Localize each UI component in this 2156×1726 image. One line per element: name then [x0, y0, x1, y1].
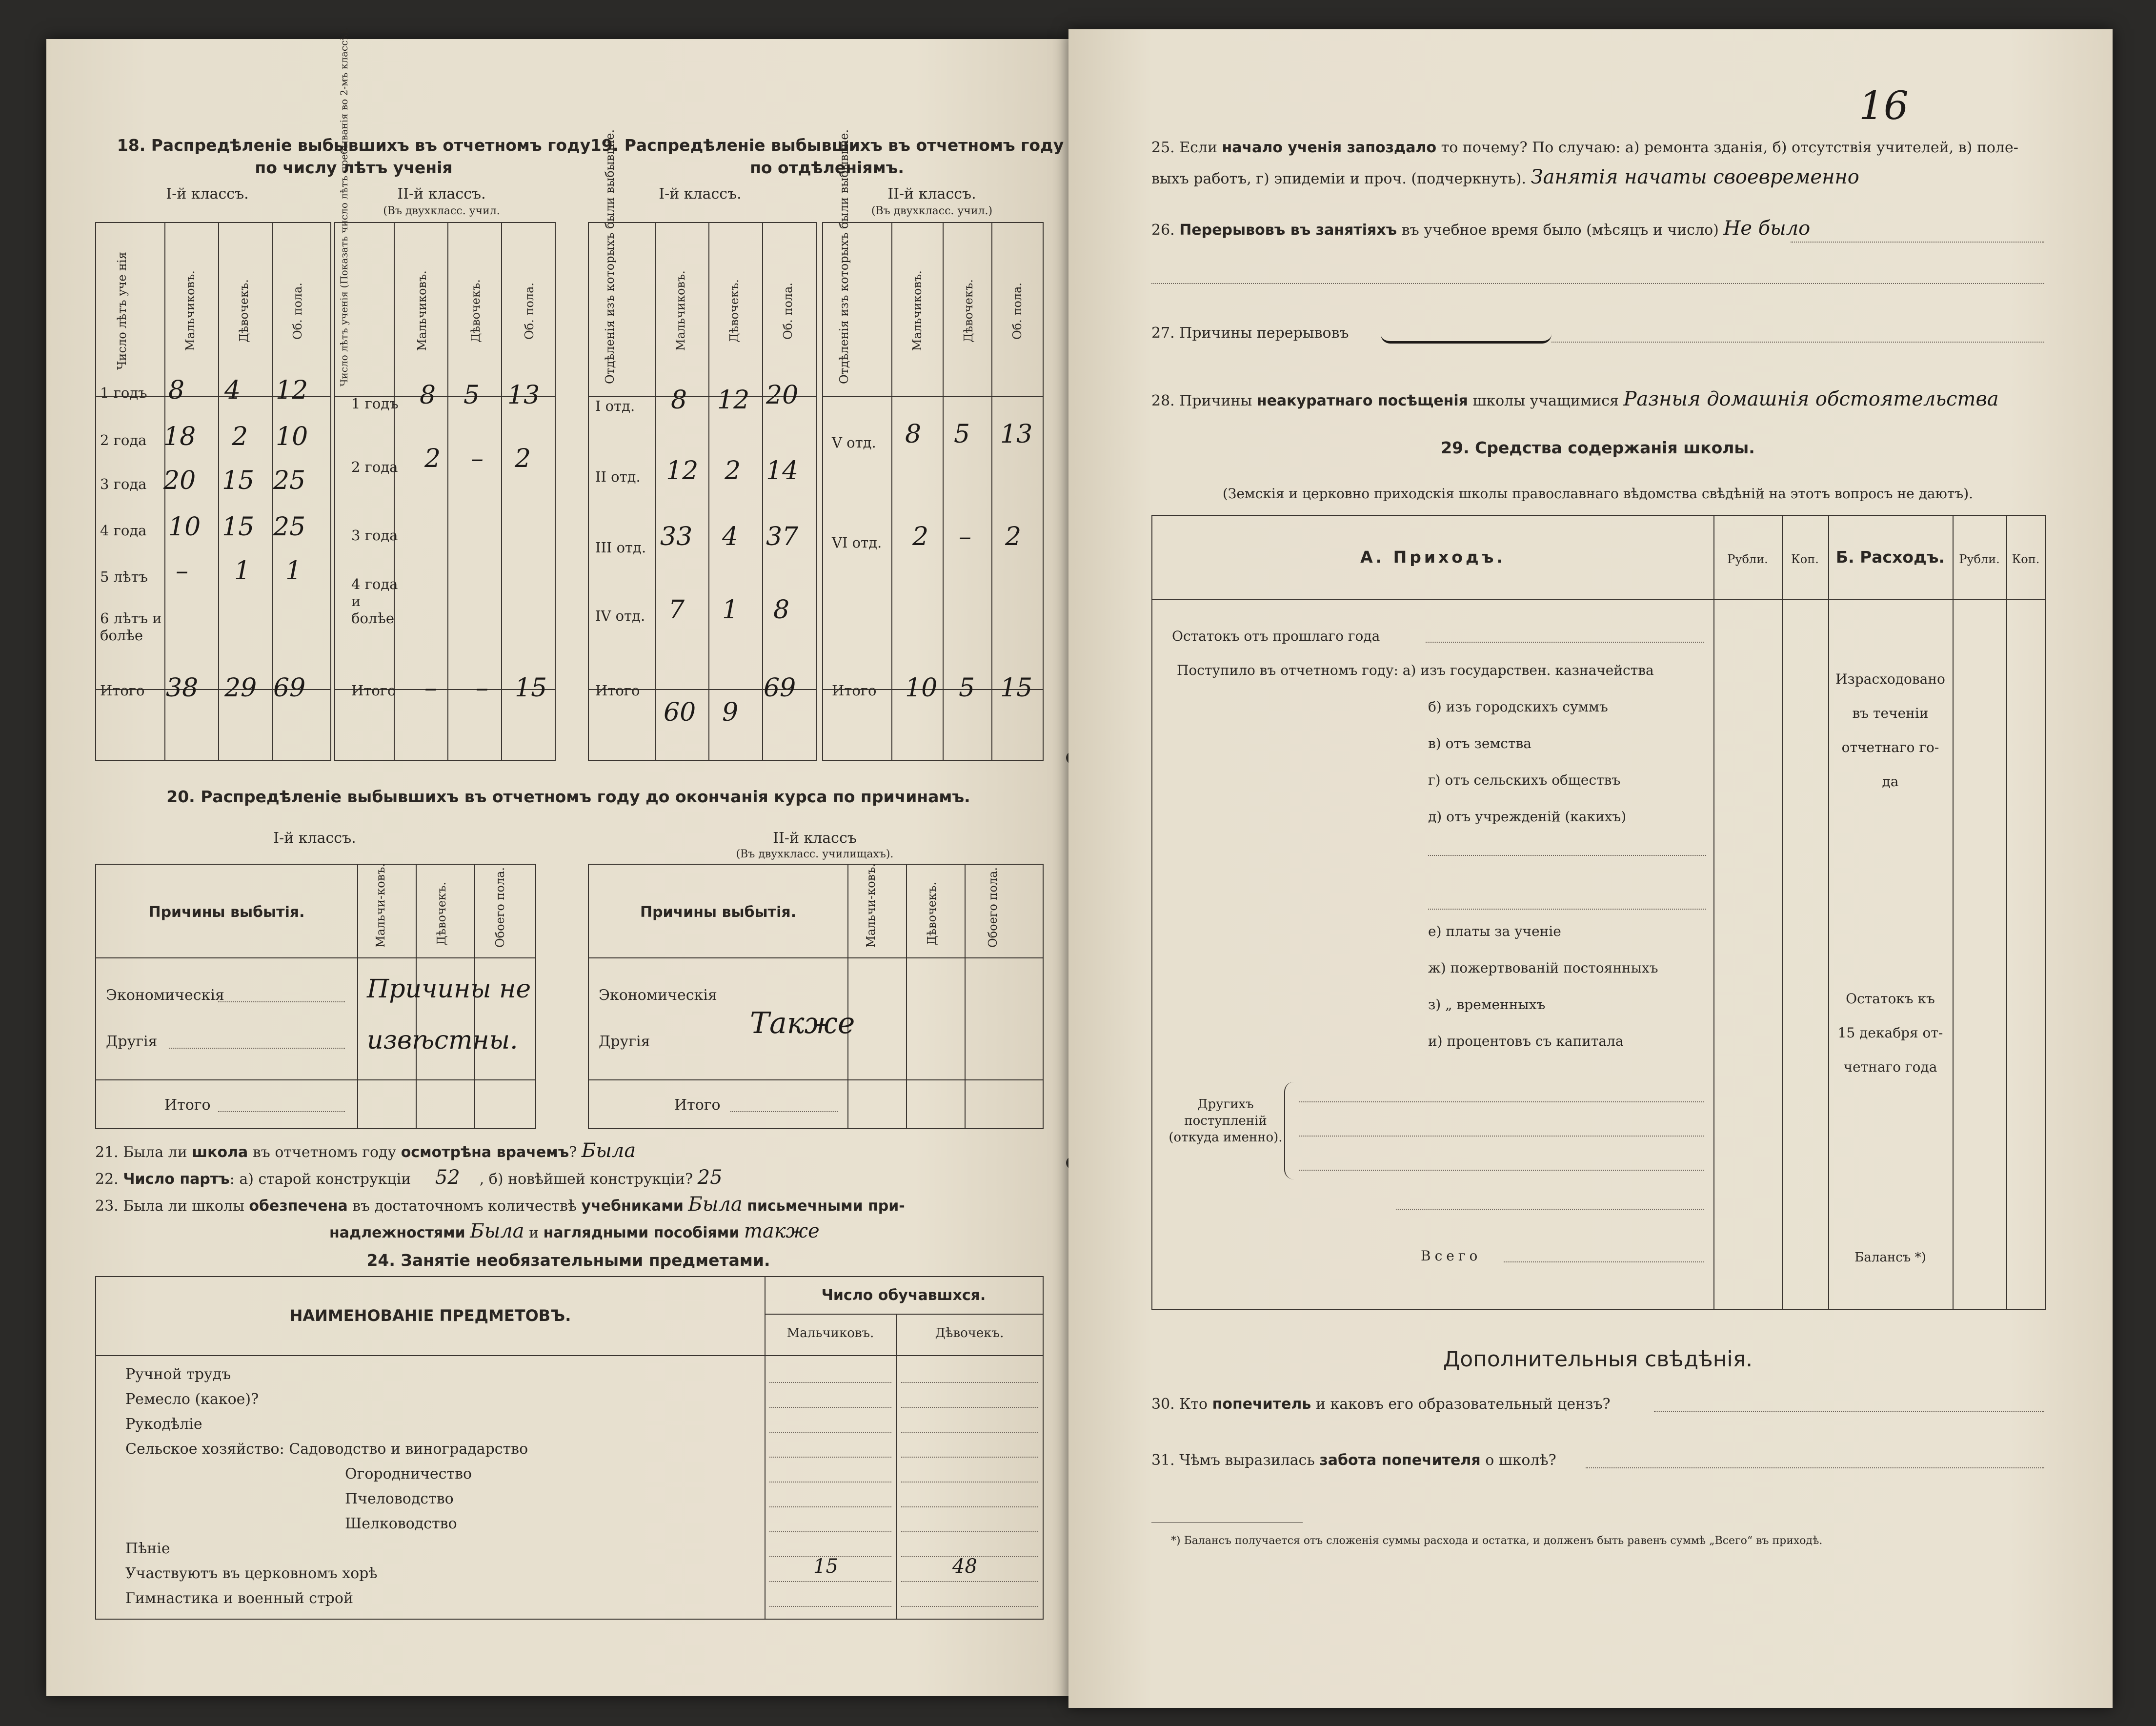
s29-a-1: Поступило въ отчетномъ году: а) изъ государствен. казначейства: [1177, 662, 1654, 678]
s24-item-0: Ручной трудъ: [125, 1366, 231, 1383]
s19-c2-r1-label: V отд.: [832, 434, 876, 451]
s19-h1-2: Дѣвочекъ.: [727, 279, 741, 343]
s18-total-label: Итого: [100, 682, 145, 699]
s24-count: Число обучавшхся.: [821, 1287, 986, 1304]
footnote: *) Балансъ получается отъ сложенія суммы расхода и остатка, и долженъ быть равенъ суммѣ „Всего“ въ прихо⁠дѣ.: [1171, 1535, 1823, 1547]
s18-total-g: 29: [224, 673, 257, 703]
s18-r4-b: 10: [168, 512, 201, 542]
s19-r4-b: 7: [668, 595, 685, 625]
s19-r1-b: 8: [671, 386, 687, 415]
s20-c2-h-2: Дѣвочекъ.: [925, 882, 939, 945]
s19-h1-0: Отдѣленія изъ которыхъ были выбывшіе.: [603, 129, 617, 384]
q25-line2: выхъ работъ, г) эпидеміи и проч. (подчеркнуть). Занятія начаты своевременно: [1151, 166, 1859, 188]
s29-a-4: г) отъ сельскихъ обществъ: [1428, 772, 1621, 788]
q30: 30. Кто попечитель и каковъ его образовательный цензъ?: [1151, 1396, 1611, 1413]
s18-class2: II-й классъ.: [397, 185, 486, 203]
s29-a-8: з) „ временныхъ: [1428, 996, 1546, 1013]
s19-r2-b: 12: [666, 456, 699, 486]
s20-table-class2: [588, 864, 1044, 1129]
s19-c2-total-label: Итого: [832, 682, 877, 699]
s19-h2-2: Дѣвочекъ.: [962, 279, 975, 343]
s18-r5-t: 1: [285, 556, 302, 586]
s20-hand-1: Причины не: [367, 975, 531, 1004]
s19-c2-r1-b: 8: [905, 420, 922, 449]
s18-c2-r1-b: 8: [420, 381, 436, 410]
s18-c2-total-g: –: [476, 673, 488, 703]
s24-item-8: Участвуютъ въ церковномъ хорѣ: [125, 1565, 378, 1582]
s20-table-class1: [95, 864, 536, 1129]
s29-a-2: б) изъ городскихъ суммъ: [1428, 699, 1608, 715]
s18-r2-t: 10: [276, 422, 308, 451]
s19-r2-label: II отд.: [595, 468, 641, 485]
s24-item-5: Пчеловодство: [345, 1490, 454, 1507]
s18-c2-r2-b: 2: [424, 444, 441, 473]
s19-c2-r1-t: 13: [1000, 420, 1033, 449]
s18-r4-g: 15: [222, 512, 255, 542]
q25: 25. Если начало ученія запоздало то почему? По случаю: а) ремонта зданія, б) отсутствія учителей, в) поле-: [1151, 139, 2018, 156]
s19-r4-g: 1: [722, 595, 739, 625]
s18-c2-total-t: 15: [515, 673, 547, 703]
s29-note: (Земскія и церковно приходскія школы православнаго вѣдомства свѣдѣній на этотъ вопросъ не даютъ).: [1222, 486, 1974, 502]
s19-c2-r1-g: 5: [954, 420, 970, 449]
s18-r2-label: 2 года: [100, 432, 147, 448]
s19-c2-r2-label: VI отд.: [832, 534, 882, 551]
s29-a-6: е) платы за ученіе: [1428, 923, 1561, 939]
s19-total-b: 60: [664, 698, 696, 727]
s19-class2: II-й классъ.: [887, 185, 976, 203]
s18-r5-g: 1: [234, 556, 251, 586]
extra-title: Дополнительныя свѣдѣнія.: [1443, 1347, 1753, 1372]
q27: 27. Причины перерывовъ: [1151, 325, 1349, 342]
s29-rest: Остатокъ къ 15 декабря от- четнаго года: [1837, 991, 1943, 1075]
s19-r2-g: 2: [725, 456, 741, 486]
s18-c2-r2-t: 2: [515, 444, 531, 473]
s18-h1-2: Дѣвочекъ.: [237, 279, 251, 343]
s18-r4-label: 4 года: [100, 522, 147, 539]
s18-class2-sub: (Въ двухкласс. учил.: [383, 205, 500, 217]
s18-total-b: 38: [166, 673, 199, 703]
s19-c2-total-t: 15: [1000, 673, 1033, 703]
s18-r2-b: 18: [163, 422, 196, 451]
s18-h2-2: Дѣвочекъ.: [469, 279, 483, 343]
s18-c2-r1-g: 5: [463, 381, 480, 410]
s29-a-7: ж) пожертвованій постоянныхъ: [1428, 960, 1658, 976]
q31: 31. Чѣмъ выразилась забота попечителя о школѣ?: [1151, 1452, 1556, 1469]
s29-spent: Израсходовано въ теченіи отчетнаго го- да: [1835, 671, 1945, 790]
s20-r-other: Другія: [106, 1033, 158, 1050]
q22: 22. Число партъ: а) старой конструкціи 52 , б) новѣйшей конструкціи? 25: [95, 1166, 723, 1189]
s19-total-g: 9: [722, 698, 739, 727]
right-page: [1068, 29, 2113, 1708]
q26: 26. Перерывовъ въ занятіяхъ въ учебное время было (мѣсяцъ и число) Не было: [1151, 217, 1811, 240]
s18-c2-r4-label: 4 года и болѣе: [351, 576, 398, 627]
s19-total-label: Итого: [595, 682, 640, 699]
s19-r3-g: 4: [722, 522, 739, 551]
s20-c2-h-0: Причины выбытія.: [640, 904, 797, 921]
s29-title: 29. Средства содержанія школы.: [1441, 438, 1755, 457]
s29-a-3: в) отъ земства: [1428, 735, 1531, 751]
s18-c2-r3-label: 3 года: [351, 527, 398, 544]
s19-h2-0: Отдѣленія изъ которыхъ были выбывшіе.: [837, 129, 851, 384]
s19-r1-label: I отд.: [595, 398, 635, 414]
s20-c2-r-other: Другія: [599, 1033, 650, 1050]
s18-r6-label: 6 лѣтъ и болѣе: [100, 610, 162, 644]
s20-r-econ: Экономическія: [106, 987, 224, 1004]
s29-balance: Балансъ *): [1854, 1250, 1926, 1265]
s19-r3-t: 37: [766, 522, 799, 551]
s20-class2-sub: (Въ двухкласс. училищахъ).: [736, 848, 894, 860]
s19-r4-label: IV отд.: [595, 608, 645, 624]
s19-r3-label: III отд.: [595, 539, 646, 556]
s18-r1-g: 4: [224, 376, 241, 405]
s18-h2-1: Мальчиковъ.: [415, 270, 429, 351]
s20-c2-r-econ: Экономическія: [599, 987, 717, 1004]
s18-h2-0: Число лѣтъ ученія (Показать число лѣтъ пребыванія во 2-мъ классѣ).: [338, 27, 350, 386]
s19-r1-t: 20: [766, 381, 799, 410]
s19-c2-total-b: 10: [905, 673, 938, 703]
s18-r5-label: 5 лѣтъ: [100, 569, 148, 585]
s18-r3-label: 3 года: [100, 476, 147, 492]
s24-item-2: Рукодѣліе: [125, 1416, 202, 1433]
s18-c2-total-label: Итого: [351, 682, 396, 699]
s29-kop-b: Коп.: [2012, 552, 2040, 566]
s20-hand-1b: извѣстны.: [367, 1026, 518, 1055]
s20-h-2: Дѣвочекъ.: [435, 882, 448, 945]
s24-item-1: Ремесло (какое)?: [125, 1391, 259, 1408]
q23-line2: надлежностями Была и наглядными пособіями также: [329, 1220, 820, 1242]
s24-head: НАИМЕНОВАНІЕ ПРЕДМЕТОВЪ.: [289, 1306, 571, 1325]
s18-r3-b: 20: [163, 466, 196, 495]
s18-class1: I-й классъ.: [166, 185, 249, 203]
s24-title: 24. Занятіе необязательными предметами.: [366, 1251, 770, 1270]
s18-r1-b: 8: [168, 376, 185, 405]
s20-hand-2: Также: [750, 1006, 855, 1040]
s24-item-3: Сельское хозяйство: Садоводство и виноградарство: [125, 1441, 528, 1458]
s18-r4-t: 25: [273, 512, 306, 542]
s18-c2-r1-label: 1 годъ: [351, 395, 399, 412]
s18-h2-3: Об. пола.: [523, 282, 536, 340]
s20-h-1: Мальчи-ковъ.: [374, 863, 387, 948]
s29-table: [1151, 515, 2046, 1310]
s20-c2-r-total: Итого: [674, 1097, 721, 1114]
s18-r2-g: 2: [232, 422, 248, 451]
s19-c2-r2-t: 2: [1005, 522, 1022, 551]
s24-table: [95, 1276, 1044, 1620]
s18-c2-r2-label: 2 года: [351, 459, 398, 475]
s18-r1-label: 1 годъ: [100, 385, 147, 401]
s29-a-head: А. Приходъ.: [1360, 548, 1506, 567]
s24-item-9: Гимнастика и военный строй: [125, 1590, 353, 1607]
s19-c2-total-g: 5: [959, 673, 975, 703]
page-number: 16: [1859, 83, 1909, 128]
s18-r3-t: 25: [273, 466, 306, 495]
s29-rub-a: Рубли.: [1727, 552, 1768, 566]
s20-h-0: Причины выбытія.: [148, 904, 305, 921]
s24-choir-boys: 15: [813, 1555, 838, 1578]
s20-class2: II-й классъ: [773, 830, 857, 847]
s19-r1-g: 12: [717, 386, 750, 415]
s18-title: 18. Распредѣленіе выбывшихъ въ отчетномъ году по числу лѣтъ ученія: [117, 136, 591, 178]
s20-c2-h-3: Обоего пола.: [986, 867, 1000, 948]
q28: 28. Причины неакуратнаго посѣщенія школы учащимися Разныя домашнія обстоятельства: [1151, 388, 1999, 410]
s20-h-3: Обоего пола.: [493, 867, 507, 948]
s18-h1-1: Мальчиковъ.: [183, 270, 197, 351]
s29-a-9: и) процентовъ съ капитала: [1428, 1033, 1624, 1049]
s24-item-6: Шелководство: [345, 1515, 457, 1532]
s29-a-0: Остатокъ отъ прошлаго года: [1172, 628, 1380, 644]
s20-r-total: Итого: [164, 1097, 211, 1114]
s29-total: Всего: [1421, 1248, 1482, 1264]
s19-class1: I-й классъ.: [659, 185, 742, 203]
s20-class1: I-й классъ.: [273, 830, 356, 847]
q21: 21. Была ли школа въ отчетномъ году осмотрѣна врачемъ? Была: [95, 1139, 636, 1162]
s19-h2-1: Мальчиковъ.: [910, 270, 924, 351]
s19-total-t: 69: [764, 673, 796, 703]
s24-girls: Дѣвочекъ.: [935, 1326, 1004, 1340]
s18-h1-0: Число лѣтъ уче нія: [115, 252, 129, 370]
s19-c2-r2-b: 2: [912, 522, 929, 551]
s19-r4-t: 8: [773, 595, 790, 625]
s24-choir-girls: 48: [952, 1555, 977, 1578]
left-page: [46, 27, 1068, 1696]
s19-r3-b: 33: [660, 522, 693, 551]
s19-r2-t: 14: [766, 456, 799, 486]
s19-h1-3: Об. пола.: [781, 282, 795, 340]
s18-r3-g: 15: [222, 466, 255, 495]
s19-c2-r2-g: –: [959, 522, 971, 551]
s29-other: Другихъ поступленій (откуда именно).: [1169, 1097, 1283, 1145]
s18-r5-b: –: [176, 556, 188, 586]
s29-rub-b: Рубли.: [1959, 552, 2000, 566]
s19-h1-1: Мальчиковъ.: [674, 270, 687, 351]
s18-c2-total-b: –: [424, 673, 437, 703]
s29-kop-a: Коп.: [1791, 552, 1819, 566]
s24-item-4: Огородничество: [345, 1465, 472, 1482]
s24-item-7: Пѣніе: [125, 1540, 170, 1557]
s18-h1-3: Об. пола.: [291, 282, 304, 340]
s29-b-head: Б. Расходъ.: [1835, 548, 1945, 567]
s19-class2-sub: (Въ двухкласс. учил.): [871, 205, 993, 217]
s20-c2-h-1: Мальчи-ковъ.: [864, 863, 878, 948]
s18-c2-r2-g: –: [471, 444, 484, 473]
s18-c2-r1-t: 13: [507, 381, 540, 410]
s18-r1-t: 12: [276, 376, 308, 405]
s20-title: 20. Распредѣленіе выбывшихъ въ отчетномъ году до окончанія курса по причинамъ.: [166, 787, 970, 806]
s19-title: 19. Распредѣленіе выбывшихъ въ отчетномъ году по отдѣленіямъ.: [590, 136, 1064, 178]
s19-h2-3: Об. пола.: [1010, 282, 1024, 340]
s24-boys: Мальчиковъ.: [786, 1326, 874, 1340]
s18-total-t: 69: [273, 673, 306, 703]
s29-a-5: д) отъ учрежденій (какихъ): [1428, 809, 1627, 825]
q27-dash: [1381, 334, 1552, 344]
q23: 23. Была ли школы обезпечена въ достаточномъ количествѣ учебниками Была письмечными при-: [95, 1193, 905, 1216]
